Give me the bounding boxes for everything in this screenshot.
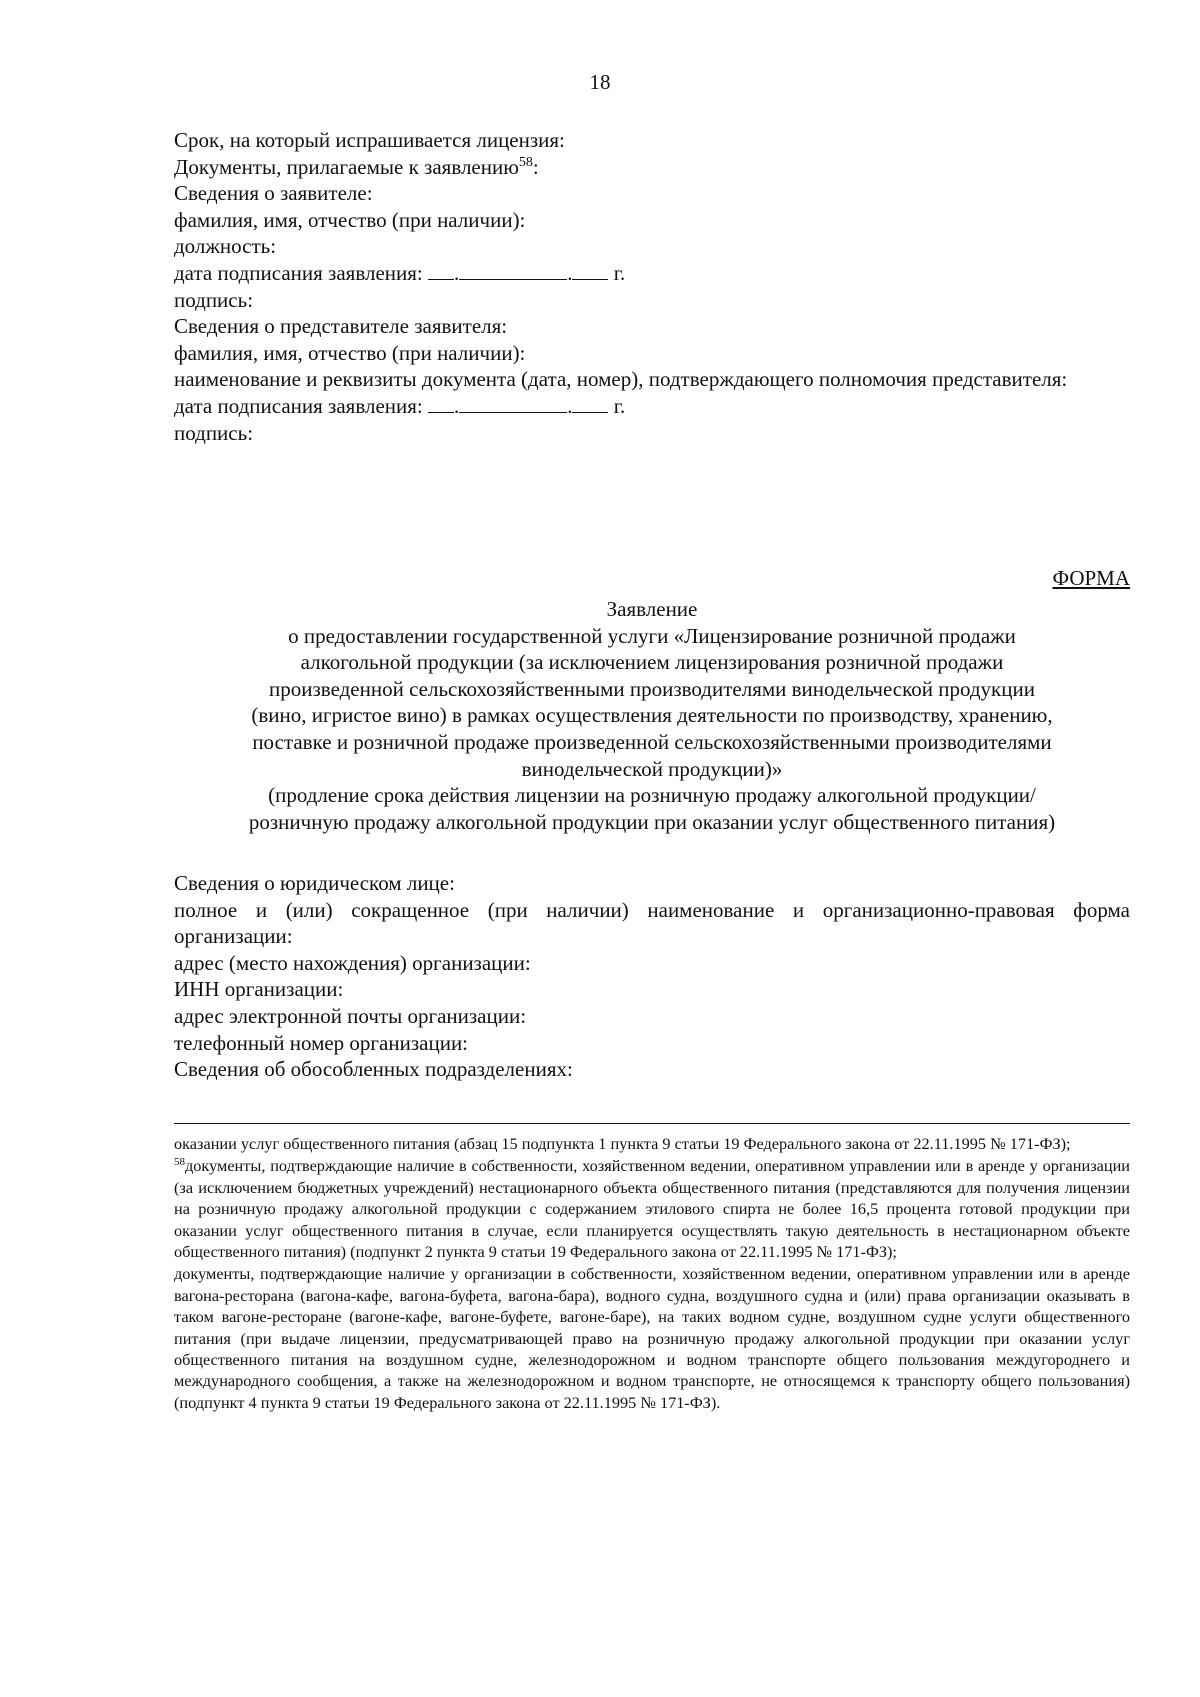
page-number: 18 xyxy=(589,70,611,94)
org-phone-field: телефонный номер организации: xyxy=(174,1030,469,1055)
footnote-separator xyxy=(174,1123,1130,1124)
legal-entity-section xyxy=(174,870,1130,1083)
applicant-position-field: должность: xyxy=(174,234,277,259)
form-label: ФОРМА xyxy=(1052,566,1130,590)
representative-fio-field: фамилия, имя, отчество (при наличии): xyxy=(174,340,526,365)
org-name-field: полное и (или) сокращенное (при наличии) наименование и организационно-правовая форма организации: xyxy=(174,897,1130,949)
title-line: алкогольной продукции (за исключением лицензирования розничной продажи xyxy=(300,650,1004,675)
title-line: произведенной сельскохозяйственными производителями винодельческой продукции xyxy=(269,676,1035,701)
representative-info-heading: Сведения о представителе заявителя: xyxy=(174,314,508,339)
footnote-58-text: документы, подтверждающие наличие в собственности, хозяйственном ведении, оперативном управлении или в аренде у организации (за исключением бюджетных учреждений) нестационарного объекта общественного питания (представляются для получения лицензии на розничную продажу алкогольной продукции с содержанием этилового спирта не более 16,5 процента готовой продукции при оказании услуг общественного питания в случае, если планируется осуществлять такую деятельность в нестационарном объекте общественного питания) (подпункт 2 пункта 9 статьи 19 Федерального закона от 22.11.1995 № 171-ФЗ); xyxy=(174,1156,1130,1262)
documents-attached-field: Документы, прилагаемые к заявлению$^{58}$: xyxy=(174,154,539,179)
year-suffix: г. xyxy=(613,260,626,285)
applicant-signature-field: подпись: xyxy=(174,287,254,312)
footnotes-section xyxy=(174,1133,1130,1414)
representative-sign-date-label: дата подписания заявления: xyxy=(174,393,423,418)
title-line: винодельческой продукции)» xyxy=(521,756,783,781)
representative-document-field: наименование и реквизиты документа (дата, номер), подтверждающего полномочия представителя: xyxy=(174,367,1068,392)
subdivisions-heading: Сведения об обособленных подразделениях: xyxy=(174,1057,573,1082)
subtitle-line: (продление срока действия лицензии на розничную продажу алкогольной продукции/ xyxy=(268,783,1036,808)
applicant-fields-section xyxy=(174,127,1130,446)
title-line: поставке и розничной продаже произведенной сельскохозяйственными производителями xyxy=(252,729,1052,754)
footnote-continuation: оказании услуг общественного питания (абзац 15 подпункта 1 пункта 9 статьи 19 Федерального закона от 22.11.1995 № 171-ФЗ); xyxy=(174,1134,1071,1153)
applicant-sign-date-field: дата подписания заявления: . . г. xyxy=(174,260,626,285)
application-title xyxy=(150,596,1154,835)
date-day-blank xyxy=(428,260,454,280)
date-month-blank xyxy=(459,393,567,413)
date-year-blank xyxy=(572,260,608,280)
applicant-sign-date-label: дата подписания заявления: xyxy=(174,260,423,285)
applicant-info-heading: Сведения о заявителе: xyxy=(174,181,373,206)
title-line: о предоставлении государственной услуги «Лицензирование розничной продажи xyxy=(288,623,1016,648)
representative-sign-date-field: дата подписания заявления: . . г. xyxy=(174,393,626,418)
legal-entity-heading: Сведения о юридическом лице: xyxy=(174,871,455,895)
org-email-field: адрес электронной почты организации: xyxy=(174,1003,527,1028)
footnote-58-marker: 58 xyxy=(174,1156,185,1169)
date-day-blank xyxy=(428,393,454,413)
org-address-field: адрес (место нахождения) организации: xyxy=(174,950,531,975)
representative-signature-field: подпись: xyxy=(174,420,254,445)
license-term-field: Срок, на который испрашивается лицензия: xyxy=(174,128,565,152)
footnote-ref-58[interactable]: 58 xyxy=(518,154,533,170)
title-line: (вино, игристое вино) в рамках осуществления деятельности по производству, хранению, xyxy=(251,703,1053,728)
date-year-blank xyxy=(572,393,608,413)
footnote-58-second-paragraph: документы, подтверждающие наличие у организации в собственности, хозяйственном ведении, оперативном управлении или в аренде вагона-ресторана (вагона-кафе, вагона-буфета, вагона-бара), водного судна, воздушного судна и (или) права организации оказывать в таком вагоне-ресторане (вагоне-кафе, вагоне-буфете, вагоне-баре), на таких водном судне, воздушном судне услуги общественного питания (при выдаче лицензии, предусматривающей право на розничную продажу алкогольной продукции при оказании услуг общественного питания на воздушном судне, железнодорожном и водном транспорте общего пользования междугороднего и международного сообщения, а также на железнодорожном и водном транспорте, не относящемся к транспорту общего пользования) (подпункт 4 пункта 9 статьи 19 Федерального закона от 22.11.1995 № 171-ФЗ). xyxy=(174,1264,1130,1412)
footnote-58 xyxy=(174,1155,1130,1262)
applicant-fio-field: фамилия, имя, отчество (при наличии): xyxy=(174,207,526,232)
year-suffix: г. xyxy=(613,393,626,418)
org-inn-field: ИНН организации: xyxy=(174,977,344,1002)
date-month-blank xyxy=(459,260,567,280)
title-heading: Заявление xyxy=(606,597,698,621)
subtitle-line: розничную продажу алкогольной продукции при оказании услуг общественного питания) xyxy=(248,809,1056,834)
documents-attached-label: Документы, прилагаемые к заявлению xyxy=(174,154,519,179)
